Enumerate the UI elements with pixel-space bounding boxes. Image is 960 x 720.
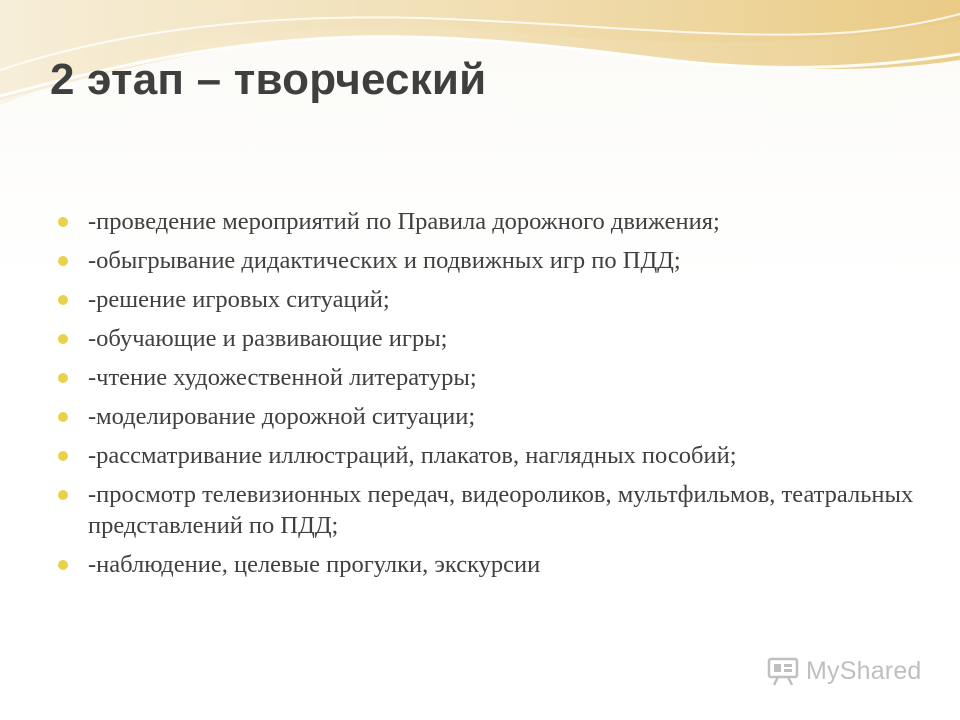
- list-item-text: -рассматривание иллюстраций, плакатов, наглядных пособий;: [88, 442, 737, 469]
- list-item-text: -чтение художественной литературы;: [88, 364, 477, 391]
- bullet-dot-icon: [58, 256, 68, 266]
- bullet-dot-icon: [58, 451, 68, 461]
- watermark-text: MyShared: [806, 656, 922, 685]
- bullet-dot-icon: [58, 373, 68, 383]
- list-item: [58, 440, 918, 471]
- bullet-dot-icon: [58, 217, 68, 227]
- list-item: [58, 284, 918, 315]
- list-item-text: -моделирование дорожной ситуации;: [88, 403, 476, 430]
- presentation-board-icon: [766, 654, 800, 688]
- list-item-text: -просмотр телевизионных передач, видеороликов, мультфильмов, театральных представлений по ПДД;: [88, 481, 914, 539]
- list-item: [58, 245, 918, 276]
- list-item-text: -обучающие и развивающие игры;: [88, 325, 448, 352]
- bullet-list: [58, 206, 918, 588]
- list-item-text: -обыгрывание дидактических и подвижных игр по ПДД;: [88, 247, 681, 274]
- list-item-text: -решение игровых ситуаций;: [88, 286, 390, 313]
- bullet-dot-icon: [58, 490, 68, 500]
- watermark: [766, 654, 922, 688]
- list-item: [58, 323, 918, 354]
- bullet-dot-icon: [58, 560, 68, 570]
- bullet-dot-icon: [58, 295, 68, 305]
- list-item: [58, 549, 918, 580]
- list-item: [58, 362, 918, 393]
- list-item: [58, 206, 918, 237]
- list-item-text: -наблюдение, целевые прогулки, экскурсии: [88, 551, 541, 578]
- list-item: [58, 479, 918, 541]
- slide-title: 2 этап – творческий: [50, 55, 487, 104]
- bullet-dot-icon: [58, 412, 68, 422]
- list-item: [58, 401, 918, 432]
- bullet-dot-icon: [58, 334, 68, 344]
- list-item-text: -проведение мероприятий по Правила дорожного движения;: [88, 208, 720, 235]
